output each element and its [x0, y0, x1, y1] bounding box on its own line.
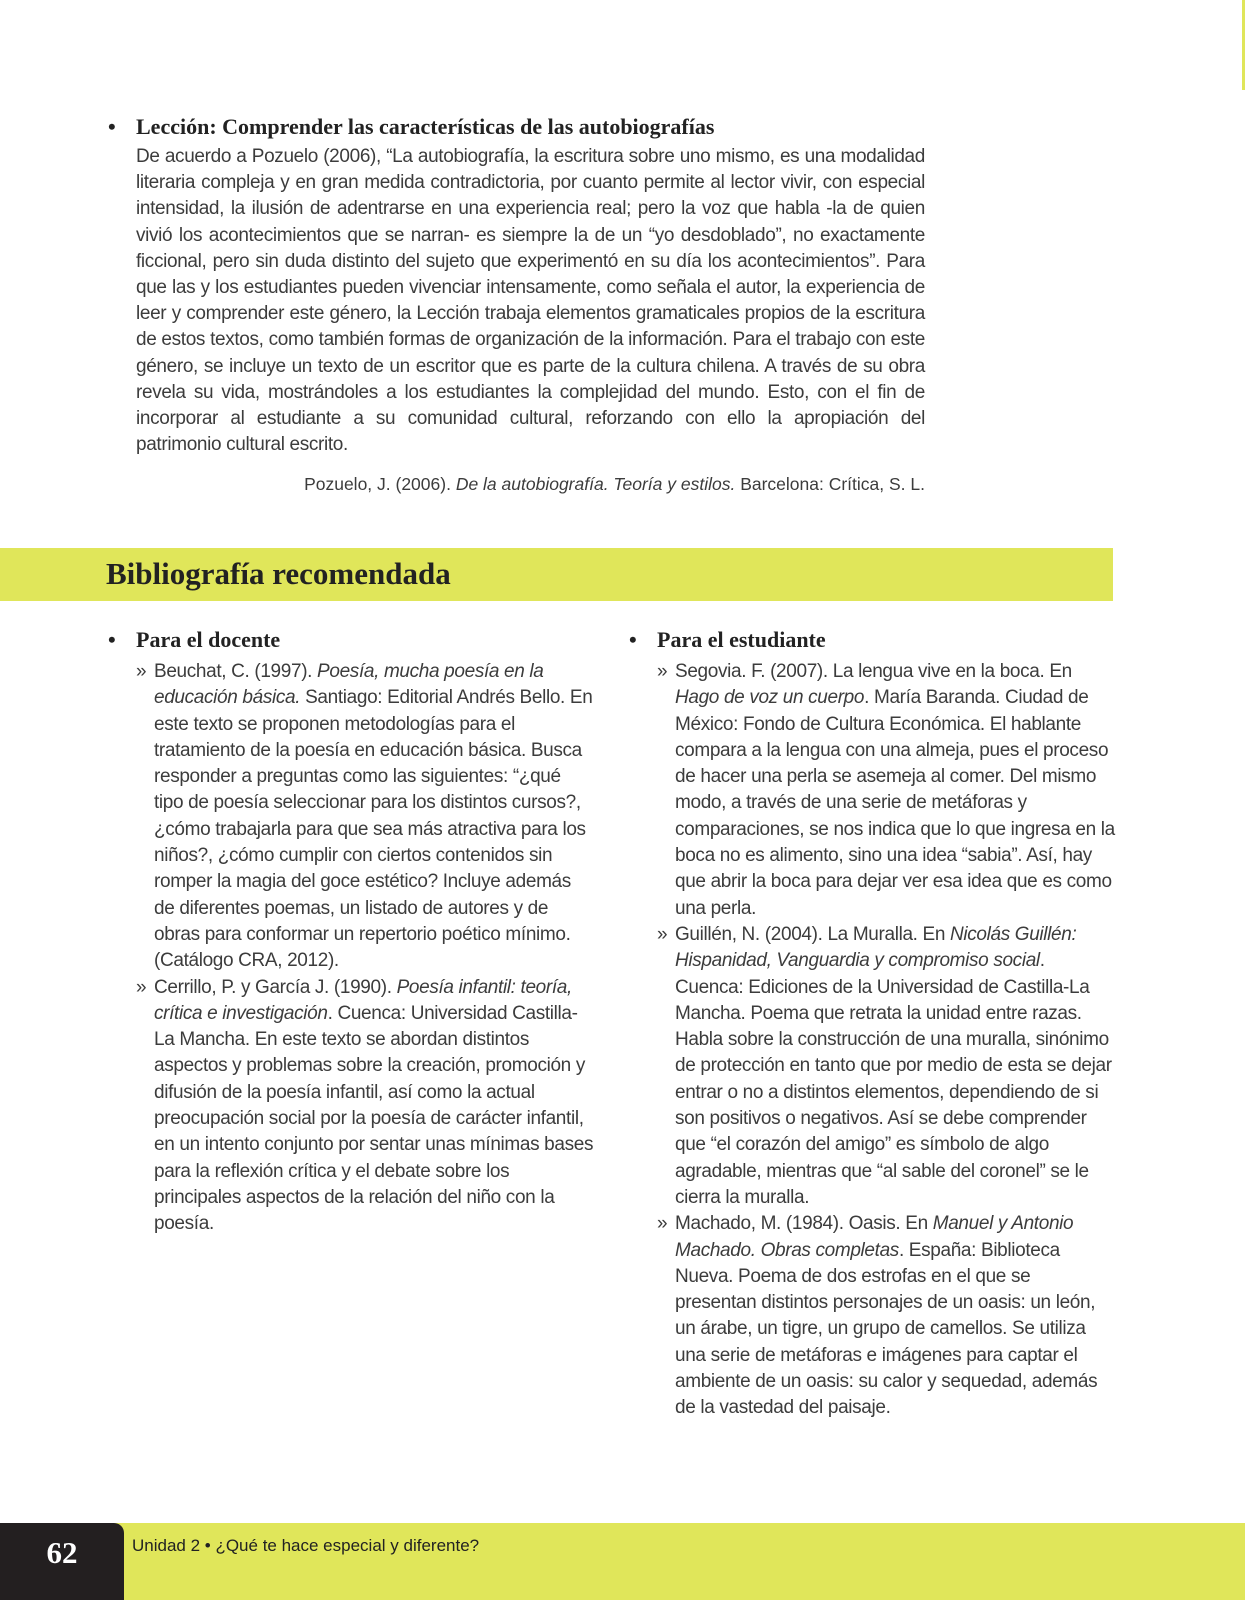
citation-author: Pozuelo, J. (2006). — [304, 474, 456, 495]
footer-unit-title: Unidad 2 • ¿Qué te hace especial y diferente? — [132, 1536, 480, 1555]
reference-lead: Segovia. F. (2007). La lengua vive en la boca. En — [675, 661, 1072, 682]
reference-title: Hago de voz un cuerpo — [675, 687, 865, 709]
lesson-heading — [108, 112, 925, 142]
estudiante-heading — [629, 625, 1115, 655]
lesson-body: De acuerdo a Pozuelo (2006), “La autobiografía, la escritura sobre uno mismo, es una modalidad literaria compleja y en gran medida contradictoria, por cuanto permite al lector vivir, con especial intensidad, la ilusión de adentrarse en una experiencia real; pero la voz que habla -la de quien vivió los acontecimientos que se narran- es siempre la de un “yo desdoblado”, no exactamente ficcional, pero sin duda distinto del sujeto que experimentó en su día los acontecimientos”. Para que las y los estudiantes pueden vivenciar intensamente, como señala el autor, la experiencia de leer y comprender este género, la Lección trabaja elementos gramaticales propios de la escritura de estos textos, como también formas de organización de la información. Para el trabajo con este género, se incluye un texto de un escritor que es parte de la cultura chilena. A través de su obra revela su vida, mostrándoles a los estudiantes la complejidad del mundo. Esto, con el fin de incorporar al estudiante a su comunidad cultural, reforzando con ello la apropiación del patrimonio cultural escrito. — [136, 146, 925, 456]
page-number: 62 — [46, 1535, 78, 1570]
chevron-right-icon: » — [136, 976, 147, 998]
reference-item — [657, 1211, 1115, 1421]
reference-item — [136, 975, 594, 1238]
reference-title: Poesía, mucha poesía en la educación básica. — [154, 661, 544, 709]
docente-reference-list — [136, 659, 594, 1238]
estudiante-column — [629, 625, 1115, 1422]
docente-column — [108, 625, 594, 1238]
bullet-icon: • — [629, 627, 637, 652]
reference-description: . España: Biblioteca Nueva. Poema de dos estrofas en el que se presentan distintos personajes de un oasis: un león, un árabe, un tigre, un grupo de camellos. Se utiliza una serie de metáforas e imágenes para captar el ambiente de un oasis: su calor y sequedad, además de la vastedad del paisaje. — [675, 1239, 1098, 1419]
reference-title: Nicolás Guillén: Hispanidad, Vanguardia y compromiso social — [675, 923, 1077, 972]
reference-lead: Machado, M. (1984). Oasis. En — [675, 1213, 933, 1235]
reference-title: Poesía infantil: teoría, crítica e investigación — [154, 976, 572, 1024]
section-title: Bibliografía recomendada — [106, 556, 451, 591]
bullet-icon: • — [108, 627, 116, 652]
reference-description: Santiago: Editorial Andrés Bello. En este texto se proponen metodologías para el tratamiento de la poesía en educación básica. Busca responder a preguntas como las siguientes: “¿qué tipo de poesía seleccionar para los distintos cursos?, ¿cómo trabajarla para que sea más atractiva para los niños?, ¿cómo cumplir con ciertos contenidos sin romper la magia del goce estético? Incluye además de diferentes poemas, un listado de autores y de obras para conformar un repertorio poético mínimo. (Catálogo CRA, 2012). — [154, 687, 593, 972]
reference-lead: Cerrillo, P. y García J. (1990). — [154, 976, 397, 998]
reference-description: . Cuenca: Universidad Castilla-La Mancha. En este texto se abordan distintos aspectos y problemas sobre la creación, promoción y difusión de la poesía infantil, así como la actual preocupación social por la poesía de carácter infantil, en un intento conjunto por sentar unas mínimas bases para la reflexión crítica y el debate sobre los principales aspectos de la relación del niño con la poesía. — [154, 1002, 594, 1235]
reference-item — [136, 659, 594, 975]
chevron-right-icon: » — [657, 661, 668, 682]
chevron-right-icon: » — [657, 923, 668, 945]
citation-publisher: Barcelona: Crítica, S. L. — [735, 474, 925, 495]
reference-description: . Cuenca: Ediciones de la Universidad de Castilla-La Mancha. Poema que retrata la unidad entre razas. Habla sobre la construcción de una muralla, sinónimo de protección en tanto que por medio de esta se dejar entrar o no a distintos elementos, dependiendo de si son positivos o negativos. Así se debe comprender que “el corazón del amigo” es símbolo de algo agradable, mientras que “al sable del coronel” se le cierra la muralla. — [675, 950, 1112, 1208]
estudiante-reference-list — [657, 659, 1115, 1422]
bullet-icon: • — [108, 114, 116, 139]
lesson-heading-text: Lección: Comprender las características de las autobiografías — [136, 114, 715, 139]
docente-heading-text: Para el docente — [136, 627, 281, 652]
reference-item — [657, 922, 1115, 1211]
lesson-citation — [108, 472, 925, 496]
page-number-box — [0, 1523, 124, 1600]
docente-heading — [108, 625, 594, 655]
chevron-right-icon: » — [136, 661, 147, 682]
reference-lead: Guillén, N. (2004). La Muralla. En — [675, 923, 950, 945]
estudiante-heading-text: Para el estudiante — [657, 627, 826, 652]
citation-title: De la autobiografía. Teoría y estilos. — [455, 474, 736, 495]
section-header-band — [0, 548, 1113, 601]
reference-title: Manuel y Antonio Machado. Obras completas — [675, 1213, 1074, 1261]
reference-description: . María Baranda. Ciudad de México: Fondo de Cultura Económica. El hablante compara a la lengua con una almeja, pues el proceso de hacer una perla se asemeja al comer. Del mismo modo, a través de una serie de metáforas y comparaciones, se nos indica que lo que ingresa en la boca no es alimento, sino una idea “sabia”. Así, hay que abrir la boca para dejar ver esa idea que es como una perla. — [675, 687, 1115, 919]
reference-lead: Beuchat, C. (1997). — [154, 661, 318, 682]
chevron-right-icon: » — [657, 1213, 668, 1235]
reference-item — [657, 659, 1115, 922]
lesson-section — [108, 112, 925, 496]
